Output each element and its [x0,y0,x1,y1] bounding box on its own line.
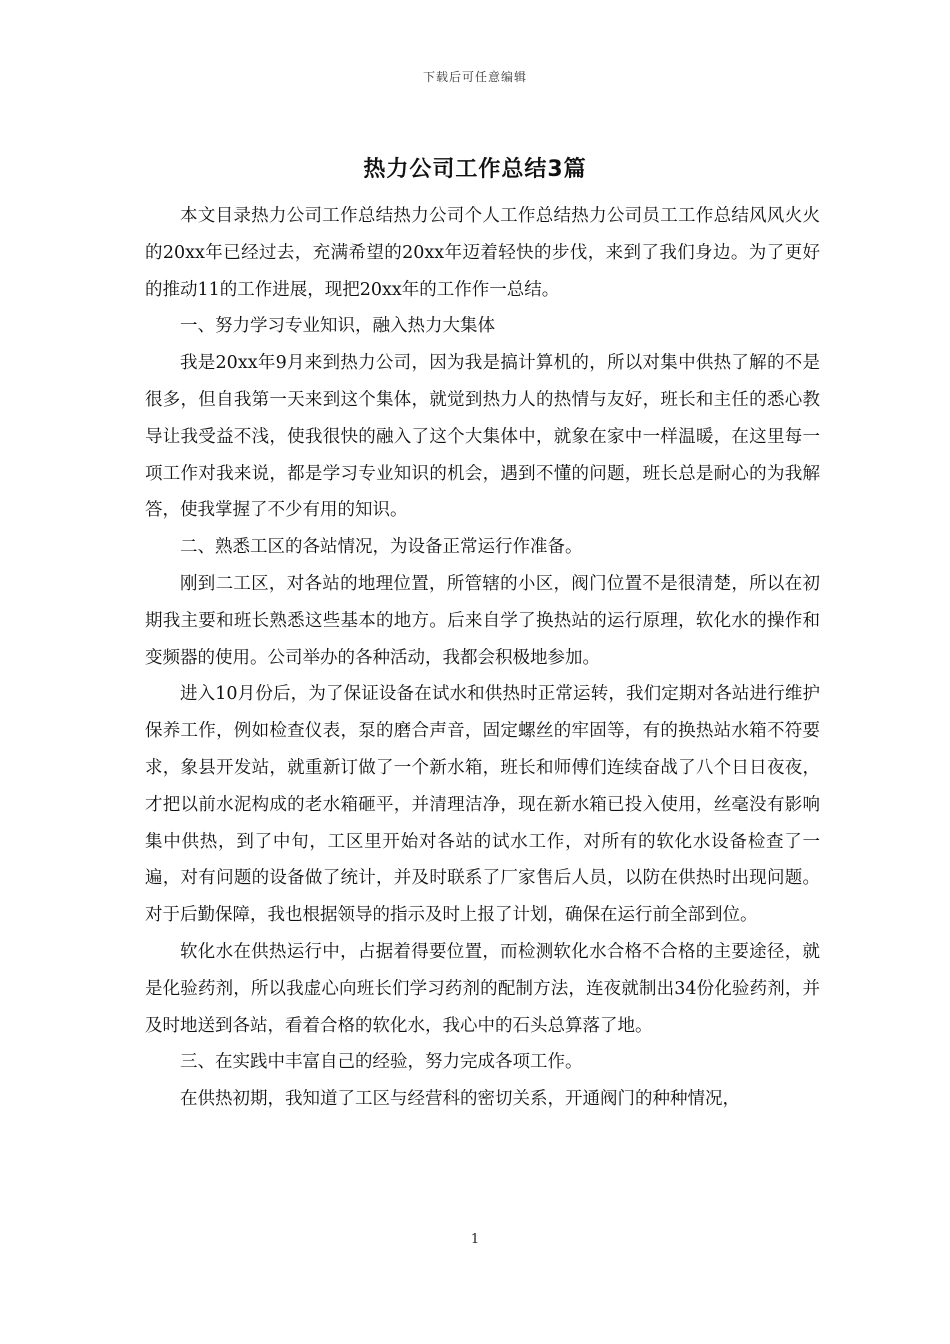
section-heading-2: 二、熟悉工区的各站情况，为设备正常运行作准备。 [180,537,583,558]
page-number: 1 [470,1232,480,1247]
paragraph: 进入10月份后，为了保证设备在试水和供热时正常运转，我们定期对各站进行维护保养工作，例如检查仪表，泵的磨合声音，固定螺丝的牢固等，有的换热站水箱不符要求，象县开发站，就重新订做了一个新水箱，班长和师傅们连续奋战了八个日日夜夜，才把以前水泥构成的老水箱砸平，并清理洁净，现在新水箱已投入使用，丝毫没有影响集中供热，到了中旬，工区里开始对各站的试水工作，对所有的软化水设备检查了一遍，对有问题的设备做了统计，并及时联系了厂家售后人员，以防在供热时出现问题。对于后勤保障，我也根据领导的指示及时上报了计划，确保在运行前全部到位。 [145,684,820,926]
document-body [145,198,820,1118]
section-heading-3: 三、在实践中丰富自己的经验，努力完成各项工作。 [180,1052,583,1073]
document-title: 热力公司工作总结3篇 [363,157,587,182]
section-heading-1: 一、努力学习专业知识，融入热力大集体 [180,316,495,337]
paragraph: 软化水在供热运行中，占据着得要位置，而检测软化水合格不合格的主要途径，就是化验药剂，所以我虚心向班长们学习药剂的配制方法，连夜就制出34份化验药剂，并及时地送到各站，看着合格的软化水，我心中的石头总算落了地。 [145,941,820,1036]
paragraph: 我是20xx年9月来到热力公司，因为我是搞计算机的，所以对集中供热了解的不是很多，但自我第一天来到这个集体，就觉到热力人的热情与友好，班长和主任的悉心教导让我受益不浅，使我很快的融入了这个大集体中，就象在家中一样温暖，在这里每一项工作对我来说，都是学习专业知识的机会，遇到不懂的问题，班长总是耐心的为我解答，使我掌握了不少有用的知识。 [145,353,820,521]
header-note: 下载后可任意编辑 [422,70,527,84]
paragraph: 在供热初期，我知道了工区与经营科的密切关系，开通阀门的种种情况， [180,1089,740,1110]
paragraph: 刚到二工区，对各站的地理位置，所管辖的小区，阀门位置不是很清楚，所以在初期我主要和班长熟悉这些基本的地方。后来自学了换热站的运行原理，软化水的操作和变频器的使用。公司举办的各种活动，我都会积极地参加。 [145,573,820,668]
paragraph-intro: 本文目录热力公司工作总结热力公司个人工作总结热力公司员工工作总结风风火火的20xx年已经过去，充满希望的20xx年迈着轻快的步伐，来到了我们身边。为了更好的推动11的工作进展，现把20xx年的工作作一总结。 [145,206,820,300]
